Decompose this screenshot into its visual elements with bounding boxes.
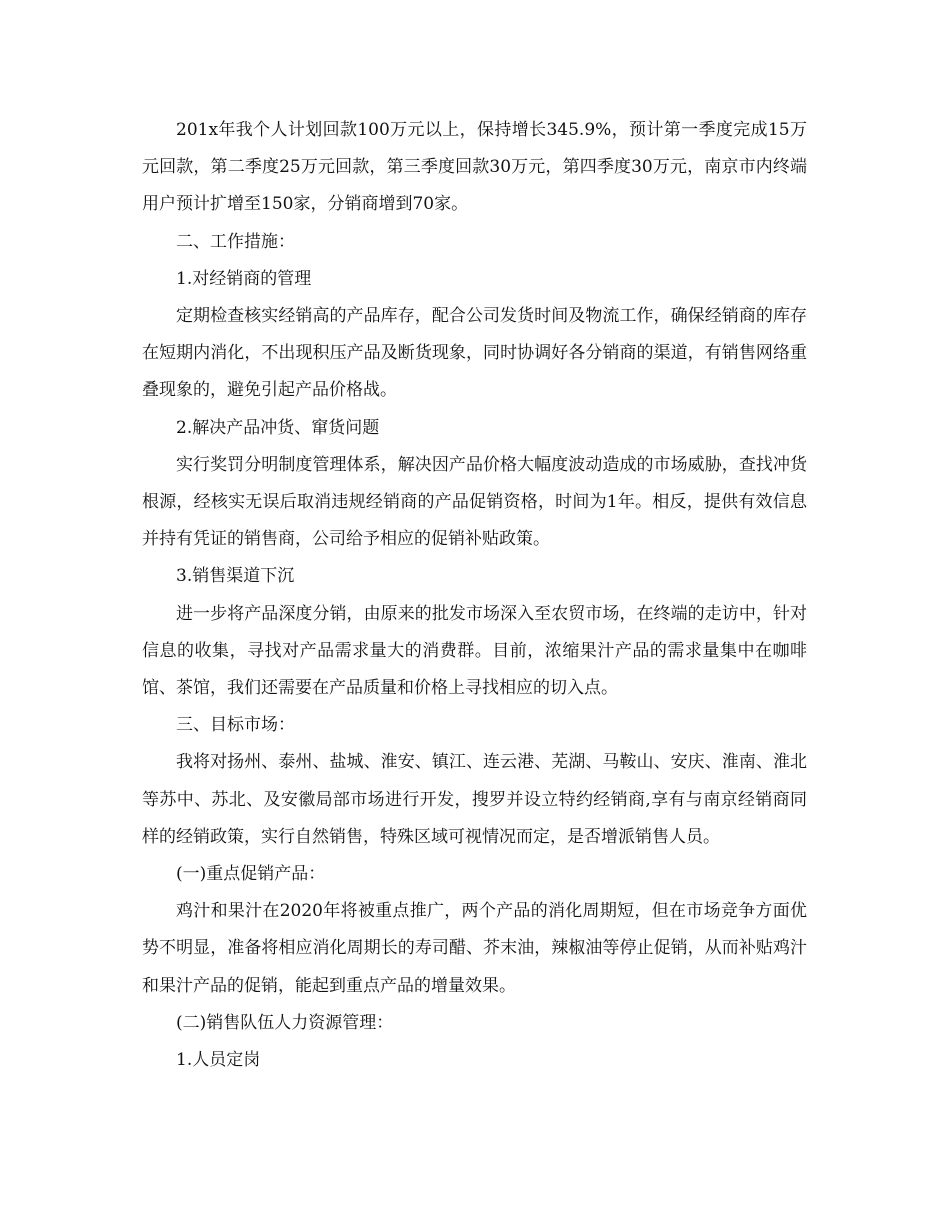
document-body	[142, 112, 807, 1079]
heading-target-market: 三、目标市场：	[176, 715, 295, 736]
paragraph-cross-selling: 实行奖罚分明制度管理体系，解决因产品价格大幅度波动造成的市场威胁，查找冲货根源，经核实无误后取消违规经销商的产品促销资格，时间为1年。相反，提供有效信息并持有凭证的销售商，公司给予相应的促销补贴政策。	[142, 454, 807, 550]
paragraph-target-market: 我将对扬州、泰州、盐城、淮安、镇江、连云港、芜湖、马鞍山、安庆、淮南、淮北等苏中、苏北、及安徽局部市场进行开发，搜罗并设立特约经销商,享有与南京经销商同样的经销政策，实行自然销售，特殊区域可视情况而定，是否增派销售人员。	[142, 752, 807, 847]
subheading-channel-sinking: 3.销售渠道下沉	[176, 566, 295, 587]
heading-work-measures: 二、工作措施：	[176, 231, 295, 252]
subheading-staffing: 1.人员定岗	[176, 1050, 261, 1071]
subheading-cross-selling: 2.解决产品冲货、窜货问题	[176, 417, 380, 438]
paragraph-dealer-management: 定期检查核实经销高的产品库存，配合公司发货时间及物流工作，确保经销商的库存在短期内消化，不出现积压产品及断货现象，同时协调好各分销商的渠道，有销售网络重叠现象的，避免引起产品价格战。	[142, 306, 807, 401]
heading-key-products: (一)重点促销产品：	[176, 864, 326, 885]
paragraph-key-products: 鸡汁和果汁在2020年将被重点推广，两个产品的消化周期短，但在市场竞争方面优势不明显，准备将相应消化周期长的寿司醋、芥末油，辣椒油等停止促销，从而补贴鸡汁和果汁产品的促销，能起到重点产品的增量效果。	[142, 901, 807, 996]
subheading-dealer-management: 1.对经销商的管理	[176, 268, 312, 289]
paragraph-channel-sinking: 进一步将产品深度分销，由原来的批发市场深入至农贸市场，在终端的走访中，针对信息的收集，寻找对产品需求量大的消费群。目前，浓缩果汁产品的需求量集中在咖啡馆、茶馆，我们还需要在产品质量和价格上寻找相应的切入点。	[142, 603, 807, 699]
paragraph-sales-target: 201x年我个人计划回款100万元以上，保持增长345.9%，预计第一季度完成15万元回款，第二季度25万元回款，第三季度回款30万元，第四季度30万元，南京市内终端用户预计扩增至150家，分销商增到70家。	[142, 120, 807, 215]
heading-sales-team: (二)销售队伍人力资源管理：	[176, 1012, 394, 1033]
